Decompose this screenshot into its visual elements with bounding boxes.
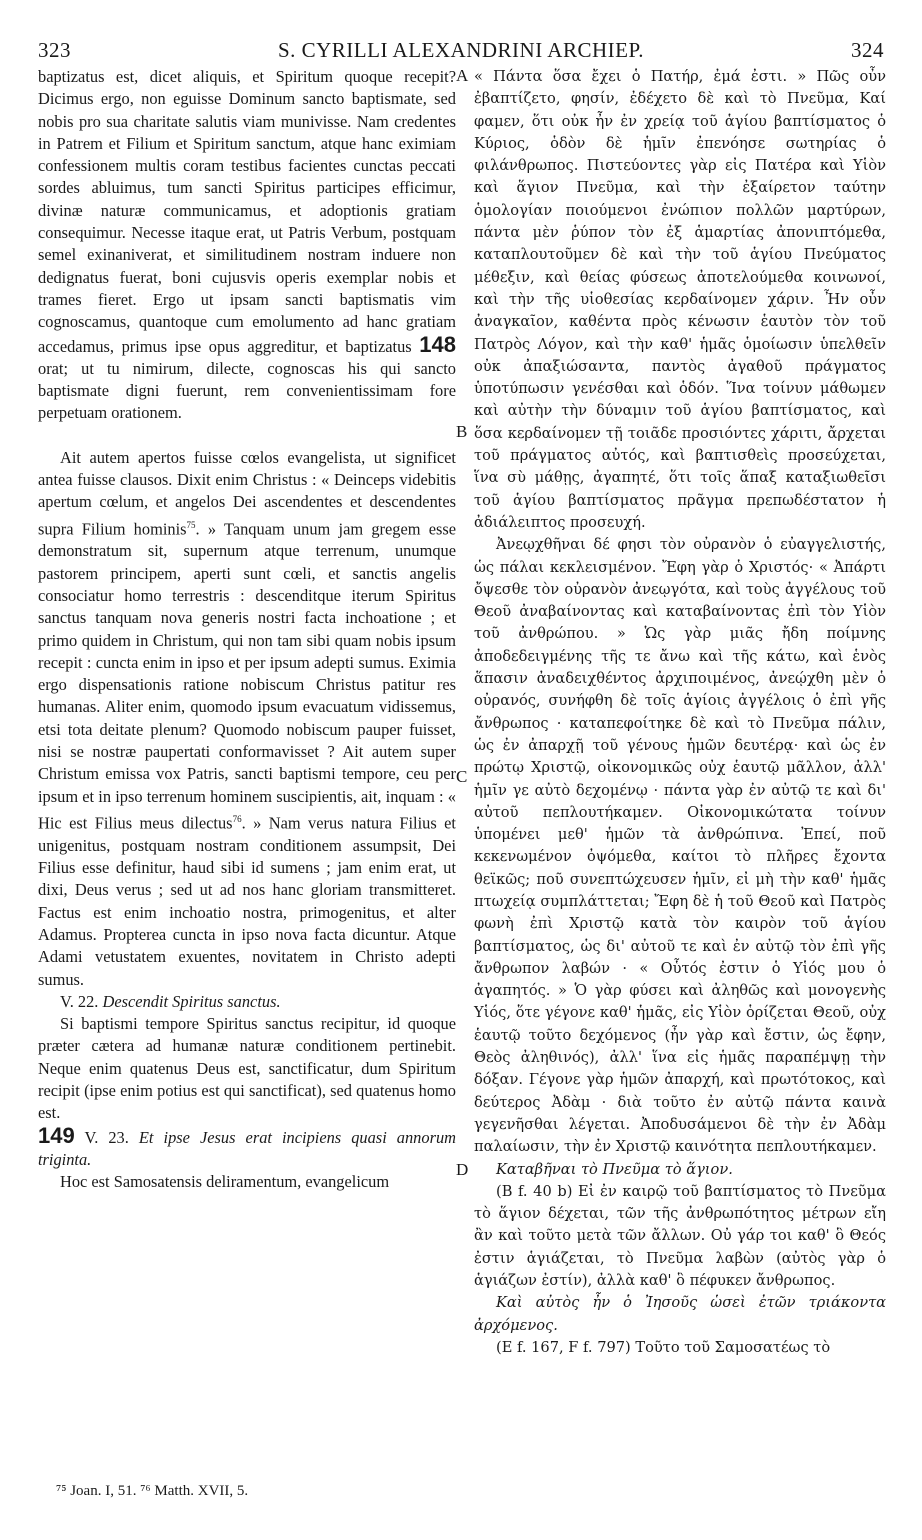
- greek-heading: Καταβῆναι τὸ Πνεῦμα τὸ ἅγιον.: [496, 1160, 733, 1178]
- page-header: [38, 38, 884, 64]
- greek-heading: Καὶ αὐτὸς ἦν ὁ Ἰησοῦς ὡσεὶ ἐτῶν τριάκοντα ἀρχόμενος.: [474, 1294, 886, 1334]
- verse-heading: 149 V. 23. Et ipse Jesus erat incipiens quasi annorum triginta.: [38, 1122, 456, 1169]
- page-number-left: 323: [38, 38, 71, 62]
- margin-letter-d: D: [456, 1160, 469, 1179]
- greek-paragraph: (E f. 167, F f. 797) Τοῦτο τοῦ Σαμοσατέως τὸ: [496, 1338, 831, 1356]
- verse-heading: V. 22. Descendit Spiritus sanctus.: [60, 991, 281, 1011]
- running-title: S. CYRILLI ALEXANDRINI ARCHIEP.: [277, 38, 645, 62]
- column-number: 148: [419, 331, 456, 357]
- greek-paragraph: Ἀνεῳχθῆναι δέ φησι τὸν οὐρανὸν ὁ εὐαγγελιστής, ὡς πάλαι κεκλεισμένον. Ἔφη γὰρ ὁ Χριστός· « Ἀπάρτι ὄψεσθε τὸν οὐρανὸν ἀνεῳγότα, καὶ τοὺς ἀγγέλους τοῦ Θεοῦ ἀναβαίνοντας καὶ καταβαίνοντας ἐπὶ τὸν Υἱὸν τοῦ ἀνθρώπου. » Ὡς γὰρ μιᾶς ἤδη ποίμνης ἀποδεδειγμένης τῆς τε ἄνω καὶ τῆς κάτω, καὶ ἑνὸς ἅπασιν ἀναδειχθέντος ἀρχιποιμένος, ἀνεῴχθη μὲν ὁ οὐρανός, συνήφθη δὲ τοῖς ἁγίοις ἀγγέλοις ὁ ἐπὶ γῆς ἄνθρωπος · καταπεφοίτηκε δὲ καὶ τὸ Πνεῦμα πάλιν, ὡς ἐν ἀπαρχῇ τοῦ γένους ἡμῶν δευτέρᾳ· καὶ ὡς ἐν πρώτῳ Χριστῷ, οἰκονομικῶς οὐχ ἑαυτῷ μᾶλλον, ἀλλ' ἡμῖν γε αὐτὸ δεχομένῳ · πάντα γὰρ ἐν αὐτῷ τε καὶ δι' αὐτοῦ πεπλουτήκαμεν. Οἰκονομικώτατα τοίνυν ὑπομένει μεθ' ἡμῶν τὰ ἀνθρώπινα. Ἐπεί, ποῦ κεκενωμένον ὀψόμεθα, καίτοι τὸ πλῆρες ἔχοντα θεϊκῶς; ποῦ συνεπτώχευσεν ἡμῖν, εἰ μὴ τὴν καθ' ἡμᾶς πτωχείᾳ συμπλάττεται; Ἔφη δὲ ἡ τοῦ Θεοῦ καὶ Πατρὸς φωνὴ ἐπὶ Χριστῷ κατὰ τὸν καιρὸν τοῦ ἁγίου βαπτίσματος, ὡς δι' αὐτοῦ τε καὶ ἐν αὐτῷ τὸν ἐπὶ γῆς ἄνθρωπον λαβών · « Οὗτός ἐστιν ὁ Υἱός μου ὁ ἀγαπητός. » Ὁ γὰρ φύσει καὶ ἀληθῶς καὶ μονογενὴς Υἱός, ὅτε γέγονε καθ' ἡμᾶς, εἰς Υἱὸν ὁρίζεται Θεοῦ, οὐχ ἑαυτῷ τοῦτο δεχόμενος (ἦν γὰρ καὶ ἔστιν, ὡς ἔφην, Θεὸς ἀληθινός), ἀλλ' ἵνα εἰς ἡμᾶς παραπέμψῃ τὴν δόξαν. Γέγονε γὰρ ἡμῶν ἀπαρχή, καὶ πρωτότοκος, καὶ δεύτερος Ἀδὰμ · διὰ τοῦτο ἐν αὐτῷ πάντα καινὰ γεγενῆσθαι λέγεται. Ἀποδυσάμενοι δὲ τὴν ἐν Ἀδὰμ παλαίωσιν, τὴν ἐν Χριστῷ καινότητα πεπλουτήκαμεν.: [474, 536, 886, 1156]
- page-number-right: 324: [851, 38, 884, 62]
- footnote-ref: 75: [186, 519, 196, 530]
- footnote-ref: 76: [232, 813, 242, 824]
- margin-letter-b: B: [456, 422, 468, 441]
- latin-paragraph: Ait autem apertos fuisse cœlos evangelista, ut significet antea fuisse clausos. Dixit enim Christus : « Deinceps videbitis apertum cœlum, et angelos Dei ascendentes et descendentes supra Filium hominis$^{75}$. » Tanquam unum jam gregem esse demonstratum sit, supernum atque terrenum, unumque pastorem principem, aperti sunt cœli, et sanctis angelis consociatur homo terrestris : descenditque iterum Spiritus sanctus tanquam nova generis nostri facta inchoatione ; et primo quidem in Christum, qui non tam sibi quam nobis ipsum recepit : cuncta enim in ipso et per ipsum adepti sumus. Eximia ergo dispensationis ratione nobiscum Christus patitur res humanas. Aliter enim, quomodo ipsum evacuatum vidissemus, etsi tota deitate plenum? Quomodo nobiscum pauper fuisset, nisi se nostræ paupertati conformavisset ? Ait autem super Christum emissa vox Patris, sancti baptismi tempore, ceu per ipsum et in ipso terrenum hominem suscipientis, ait, inquam : « Hic est Filius meus dilectus$^{76}$. » Nam verus natura Filius et unigenitus, postquam nostram conditionem assumpsit, Dei Filius esse definitur, haud sibi id sumens ; jam enim erat, ut dixi, Deus verus ; sed ut ad nos hanc gloriam transmitteret. Factus est enim inchoatio nostra, primogenitus, et alter Adamus. Propterea cuncta in ipso nova facta dicuntur. Atque Adami vetustatem exuentes, novitatem in Christo adepti sumus.: [38, 447, 457, 989]
- greek-paragraph: (B f. 40 b) Εἰ ἐν καιρῷ τοῦ βαπτίσματος τὸ Πνεῦμα τὸ ἅγιον δέχεται, τῶν τῆς ἀνθρωπότητος μέτρων εἴη ἂν καὶ τοῦτο μετὰ τῶν ἄλλων. Οὐ γάρ τοι καθ' ὃ Θεός ἐστιν ἁγιάζεται, τὸ Πνεῦμα λαβὼν (αὐτὸς γὰρ ὁ ἁγιάζων ἐστίν), ἀλλὰ καθ' ὃ πέφυκεν ἄνθρωπος.: [474, 1182, 886, 1290]
- latin-column: [38, 66, 456, 1193]
- greek-column: [474, 66, 886, 1359]
- margin-letter-a: A: [456, 66, 469, 85]
- margin-letter-c: C: [456, 767, 468, 786]
- latin-paragraph: baptizatus est, dicet aliquis, et Spiritum quoque recepit? Dicimus ergo, non eguisse Dominum sancto baptismate, sed nobis pro sua charitate salutis viam munivisse. Nam credentes in Patrem et Filium et Spiritum sanctum, atque hanc eximiam confessionem multis coram testibus facientes cunctas peccati sordes abluimus, tum sancti Spiritus participes efficimur, divinæ naturæ communicamus, et adoptionis gratiam consequimur. Necesse itaque erat, ut Patris Verbum, postquam semel exinaniverat, et similitudinem nostram induere non dedignatus fuerat, boni cujusvis operis exemplar nobis et trames fieret. Ergo ut ipsam sancti baptismatis vim cognoscamus, quantoque cum emolumento ad hanc gratiam accedamus, primus ipse opus aggreditur, et baptizatus 148 orat; ut tu nimirum, dilecte, cognoscas his qui sancto baptismate digni fuerunt, rem convenientissimam fore perpetuam orationem.: [38, 67, 456, 423]
- column-number: 149: [38, 1122, 75, 1148]
- latin-paragraph: Hoc est Samosatensis deliramentum, evangelicum: [60, 1172, 390, 1192]
- footnotes: ⁷⁵ Joan. I, 51. ⁷⁶ Matth. XVII, 5.: [56, 1483, 249, 1499]
- latin-paragraph: Si baptismi tempore Spiritus sanctus recipitur, id quoque præter cætera ad humanæ naturæ conditionem pertinebit. Neque enim quatenus Deus est, sanctificatur, dum Spiritum recipit (ipse enim potius est qui sanctificat), sed quatenus homo est.: [38, 1014, 456, 1123]
- greek-paragraph: « Πάντα ὅσα ἔχει ὁ Πατήρ, ἐμά ἐστι. » Πῶς οὖν ἐβαπτίζετο, φησίν, ἐδέχετο δὲ καὶ τὸ Πνεῦμα, Καί φαμεν, ὅτι οὐκ ἦν ἐν χρείᾳ τοῦ ἁγίου βαπτίσματος ὁ Κύριος, ὁδὸν δὲ ἡμῖν ἐπενόησε σωτηρίας ὁ φιλάνθρωπος. Πιστεύοντες γὰρ εἰς Πατέρα καὶ Υἱὸν καὶ ἅγιον Πνεῦμα, καὶ τὴν ἐξαίρετον ταύτην ὁμολογίαν ποιούμενοι ἐνώπιον πολλῶν μαρτύρων, πάντα μὲν ῥύπον τὸν ἐξ ἁμαρτίας ἀπονιπτόμεθα, καταπλουτοῦμεν δὲ καὶ τὴν τοῦ ἁγίου Πνεύματος μέθεξιν, καὶ θείας φύσεως ἀποτελούμεθα κοινωνοί, καὶ τὴν τῆς υἱοθεσίας κερδαίνομεν χάριν. Ἦν οὖν ἀναγκαῖον, καθέντα πρὸς κένωσιν ἑαυτὸν τὸν τοῦ Πατρὸς Λόγον, καὶ τὴν καθ' ἡμᾶς ὁμοίωσιν ὑπελθεῖν οὐκ ἀπαξιώσαντα, παντὸς ἀγαθοῦ πράγματος ὑποτύπωσιν γενέσθαι καὶ ὁδόν. Ἵνα τοίνυν μάθωμεν καὶ αὐτὴν τὴν δύναμιν τοῦ ἁγίου βαπτίσματος, καὶ ὅσα κερδαίνομεν τῇ τοιᾶδε προσιόντες χάριτι, ἄρχεται τοῦ πράγματος αὐτός, καὶ βαπτισθεὶς προσεύχεται, ἵνα σὺ μάθῃς, ἀγαπητέ, ὅτι τοῖς ἅπαξ καταξιωθεῖσι τοῦ ἁγίου βαπτίσματος πρᾶγμα πρεπωδέστατον ἡ ἀδιάλειπτος προσευχή.: [474, 68, 886, 531]
